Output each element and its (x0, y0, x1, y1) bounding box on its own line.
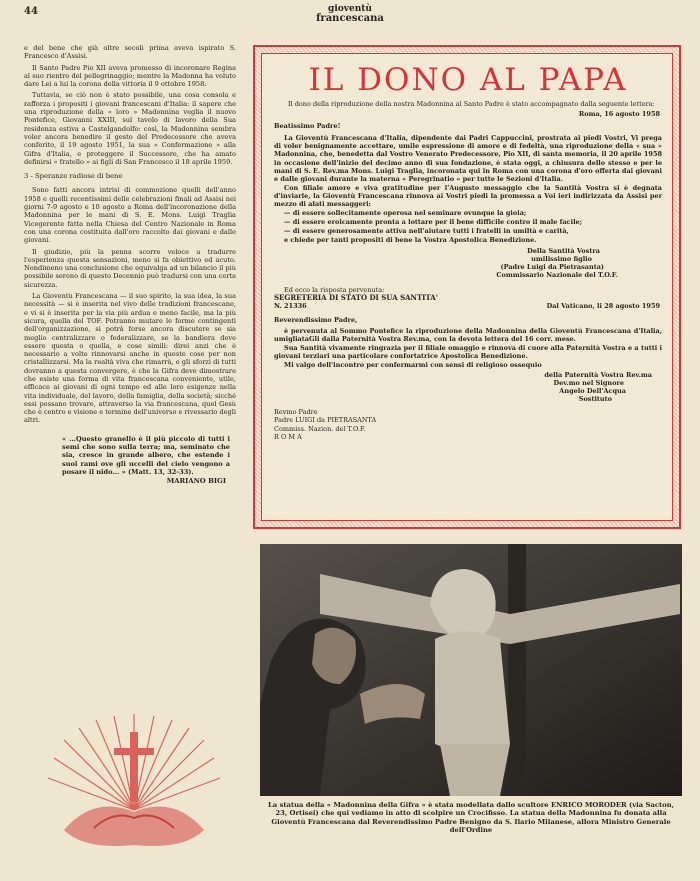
address-block (274, 408, 662, 442)
left-paragraph: Il Santo Padre Pio XII aveva promesso di incoronare Regina al suo rientro del pellegrinaggio; mentre la Madonna ha voluto dare Lei a lui la corona della vittoria il 9 ottobre 1958. (24, 63, 236, 89)
reply-date: Dal Vaticano, li 28 agosto 1959 (546, 301, 660, 310)
left-column (24, 44, 236, 486)
quote-author: MARIANO BIGI (166, 477, 226, 486)
left-paragraph: Tuttavia, se ciò non è stato possibile, una cosa consola e rafforza i propositi i giovani francescani d'Italia: il sapere che una riproduzione della « loro » Madonnina veglia il nuovo Pontefice, Giovanni XXIII, sul tavolo di lavoro della Sua residenza estiva a Castelgandolfo: così, la Madonnina sembra voler ancora benedire il gesto del Predecessore che aveva conferito, il 19 agosto 1951, la sua « Confermazione » alla Gifra d'Italia, e proteggere il Successore, che ha amato definirsi « fratello » ai figli di San Francesco il 18 aprile 1959. (24, 91, 236, 166)
address-line: Commiss. Nazion. del T.O.F. (274, 424, 366, 433)
left-paragraph: Sono fatti ancora intrisi di commozione quelli dell'anno 1958 e quelli recentissimi delle celebrazioni finali ad Assisi nei giorni 7-9 agosto e 10 agosto a Roma dell'incoronazione della Madonnina per le mani di S. E. Mons. Luigi Traglia Vicegerente fatta nella Chiesa del Centro Nazionale in Roma con una corona costituita dall'oro raccolto dai giovani e dalle giovani. (24, 186, 236, 245)
letter-body: Con filiale amore e viva gratitudine per l'Augusto messaggio che la Santità Vostra si è degnata d'inviarle, la Gioventù Francescana rinnova ai Vostri piedi la promessa a Voi ieri indirizzata da Assisi per mezzo di alati messaggeri: (274, 183, 662, 209)
left-paragraph: La Gioventù Francescana — il suo spirito, la sua idea, la sua necessità — si è inserita nel vivo delle tradizioni francescane, e vi si è inserita per la via più ardua e meno facile, ma la più sicura, quella del TOF. Potranno mutare le forme contingenti dell'organizzazione, si potrà forse ancora discutere se sia meglio centralizzare o federalizzare, se la bandiera deve essere questa o quella, e cose simili: direi anzi che è necessario a volte rinnovarsi anche in queste cose per non cristallizzarsi. Ma la realtà viva che rimarrà, e gli sforzi di tutti dovranno a questa convergere, è che la Gifra deve dimostrare che esiste una forma di vita francescana conveniente, utile, efficace ai giovani di ogni tempo ed alle loro esigenze nella vita individuale, del lavoro, della famiglia, della società; sicché essi possano trovare, attraverso la via francescana, quel Gesù che è centro e visione e termine dell'universo e rivessario degli altri. (24, 292, 236, 425)
address-line: Padre LUIGI da PIETRASANTA (274, 416, 377, 425)
letter-item: — di essere generosamente attiva nell'aiutare tutti i fratelli in umiltà e carità, (284, 227, 569, 236)
signature-line: Della Santità Vostra (527, 246, 600, 255)
signature-line: Angelo Dell'Acqua (559, 387, 626, 396)
bible-quote: « ...Questo granello è il più piccolo di tutti i semi che sono sulla terra; ma, seminato che sia, cresce in grande albero, che estende i suoi rami ove gli uccelli del cielo vengono a posare il nido... » (Matt. 13, 32-33). (62, 434, 230, 476)
article-title: IL DONO AL PAPA (308, 62, 628, 98)
reply-ref-number: N. 21336 (274, 301, 307, 310)
masthead-line1: gioventù (328, 4, 372, 14)
secretariat-heading: SEGRETERIA DI STATO DI SUA SANTITA' (274, 292, 438, 302)
page-number: 44 (24, 6, 38, 17)
reply-body: Sua Santità vivamente ringrazia per il filiale omaggio e rinnova di cuore alla Paternità Vostra e a tutti i giovani terziari una particolare confortatrice Apostolica Benedizione. (274, 344, 662, 361)
masthead-line2: francescana (316, 13, 384, 24)
article-box (253, 45, 681, 529)
reply-body: Mi valgo dell'incontro per confermarmi con sensi di religioso ossequio (284, 361, 542, 370)
sculptor-photo (260, 544, 682, 796)
letter-item: — di essere eroicamente pronta a lottare per il bene difficile contro il male facile; (284, 218, 583, 227)
masthead (0, 4, 700, 24)
article-intro: Il dono della riproduzione della nostra Madonnina al Santo Padre è stato accompagnato dalla seguente lettera: (288, 100, 655, 108)
signature-line: (Padre Luigi da Pietrasanta) (500, 263, 604, 272)
letter-item: — di essere sollecitamente operosa nel seminare ovunque la gioia; (284, 209, 527, 218)
left-paragraph: e del bene che già oltre secoli prima aveva ispirato S. Francesco d'Assisi. (24, 44, 236, 61)
letter-date: Roma, 16 agosto 1958 (578, 110, 660, 119)
signature-line: Commissario Nazionale del T.O.F. (496, 271, 618, 280)
address-line: Revmo Padre (274, 407, 318, 416)
photo-caption: La statua della « Madonnina della Gifra » è stata modellata dallo scultore ENRICO MORODER (via Sacton, 23, Ortisei) che qui vediamo in atto di scolpire un Crocifisso. La statua della Madonnina fu donata alla Gioventù Francescana dal Reverendissimo Padre Benigno da S. Ilario Milanese, allora Ministro Generale dell'Ordine (268, 801, 674, 834)
section-heading: 3 - Speranze radiose di bene (24, 172, 123, 181)
letter-body: La Gioventù Francescana d'Italia, dipendente dai Padri Cappuccini, prostrata ai piedi Vostri, Vi prega di voler benignamente accettare, umile espressione di amore e di fedeltà, una riproduzione della « sua » Madonnina, che, benedetta dal Vostro Venerato Predecessore, Pio XII, di santa memoria, il 20 aprile 1958 in occasione dell'inizio del decimo anno di sua fondazione, è stata oggi, a chiusura dello stesso e per le mani di S. E. Rev.ma Mons. Luigi Traglia, incoronata qui in Roma con una corona d'oro offerta dai giovani e dalle giovani durante la materna « Peregrinatio » per tutte le Sezioni d'Italia. (274, 134, 662, 183)
signature-line: della Paternità Vostra Rev.ma (544, 370, 652, 379)
radiant-cross-emblem (44, 710, 224, 860)
reply-body: è pervenuta al Sommo Pontefice la riproduzione della Madonnina della Gioventù Francescana d'Italia, umigliataGli dalla Paternità Vostra Rev.ma, con la devota lettera del 16 corr. mese. (274, 327, 662, 344)
left-paragraph: Il giudizio, più la penna scorre veloce a tradurre l'esperienza questa sensazioni, meno si fa obiettivo ed acuto. Nondimeno una conclusione che equivalga ad un bilancio il più possibile sereno di questo Decennio può tradursi con una certa sicurezza. (24, 247, 236, 289)
signature-line: umilissimo figlio (531, 254, 592, 263)
signature-line: Dev.mo nel Signore (553, 378, 624, 387)
article-box-inner (261, 53, 673, 521)
reply-signature (274, 371, 652, 404)
letter-signature (274, 247, 618, 280)
reply-intro: Ed ecco la risposta pervenuta: (284, 285, 385, 294)
letter-closing: e chiede per tanti propositi di bene la Vostra Apostolica Benedizione. (284, 236, 537, 245)
reply-ref-row (274, 302, 662, 310)
reply-salutation: Reverendissimo Padre, (274, 315, 358, 324)
address-line: R O M A (274, 432, 302, 441)
signature-line: Sostituto (578, 395, 612, 404)
letter-salutation: Beatissimo Padre! (274, 122, 341, 131)
